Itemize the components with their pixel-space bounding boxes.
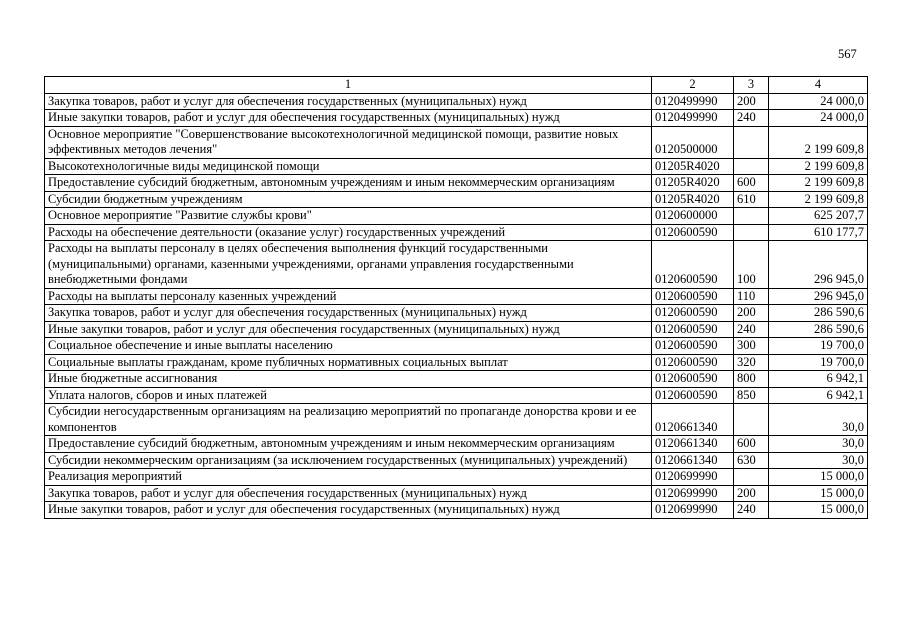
row-sum-cell: 24 000,0 — [769, 110, 868, 127]
row-name-cell: Закупка товаров, работ и услуг для обеспечения государственных (муниципальных) нужд — [45, 93, 652, 110]
row-name-cell: Социальные выплаты гражданам, кроме публичных нормативных социальных выплат — [45, 354, 652, 371]
row-code-cell: 0120600590 — [652, 241, 734, 289]
row-code-cell: 0120661340 — [652, 436, 734, 453]
row-sum-cell: 2 199 609,8 — [769, 191, 868, 208]
row-sum-cell: 610 177,7 — [769, 224, 868, 241]
row-code-cell: 0120699990 — [652, 502, 734, 519]
row-type-cell: 320 — [734, 354, 769, 371]
row-name-cell: Иные бюджетные ассигнования — [45, 371, 652, 388]
page-number: 567 — [838, 47, 857, 61]
row-type-cell: 600 — [734, 175, 769, 192]
row-type-cell: 240 — [734, 110, 769, 127]
row-name-cell: Субсидии некоммерческим организациям (за исключением государственных (муниципальных) учреждений) — [45, 452, 652, 469]
table-row — [45, 469, 868, 486]
row-name-cell: Уплата налогов, сборов и иных платежей — [45, 387, 652, 404]
table-row — [45, 436, 868, 453]
row-sum-cell: 19 700,0 — [769, 338, 868, 355]
row-type-cell: 850 — [734, 387, 769, 404]
row-sum-cell: 30,0 — [769, 404, 868, 436]
table-row — [45, 208, 868, 225]
table-row — [45, 371, 868, 388]
table-row — [45, 485, 868, 502]
row-type-cell — [734, 158, 769, 175]
column-header-name: 1 — [45, 77, 652, 94]
row-type-cell — [734, 126, 769, 158]
row-sum-cell: 30,0 — [769, 452, 868, 469]
table-row — [45, 126, 868, 158]
table-row — [45, 338, 868, 355]
row-type-cell: 800 — [734, 371, 769, 388]
row-type-cell: 200 — [734, 305, 769, 322]
row-name-cell: Иные закупки товаров, работ и услуг для обеспечения государственных (муниципальных) нужд — [45, 502, 652, 519]
row-code-cell: 0120661340 — [652, 452, 734, 469]
table-row — [45, 452, 868, 469]
row-sum-cell: 625 207,7 — [769, 208, 868, 225]
row-type-cell: 200 — [734, 485, 769, 502]
row-name-cell: Предоставление субсидий бюджетным, автономным учреждениям и иным некоммерческим организациям — [45, 175, 652, 192]
row-name-cell: Реализация мероприятий — [45, 469, 652, 486]
row-type-cell: 600 — [734, 436, 769, 453]
row-sum-cell: 24 000,0 — [769, 93, 868, 110]
row-name-cell: Закупка товаров, работ и услуг для обеспечения государственных (муниципальных) нужд — [45, 305, 652, 322]
row-code-cell: 0120499990 — [652, 93, 734, 110]
row-name-cell: Субсидии бюджетным учреждениям — [45, 191, 652, 208]
table-row — [45, 354, 868, 371]
row-sum-cell: 2 199 609,8 — [769, 158, 868, 175]
row-code-cell: 0120699990 — [652, 485, 734, 502]
table-header-row — [45, 77, 868, 94]
row-code-cell: 0120600000 — [652, 208, 734, 225]
row-code-cell: 0120499990 — [652, 110, 734, 127]
row-name-cell: Субсидии негосударственным организациям на реализацию мероприятий по пропаганде донорства крови и ее компонентов — [45, 404, 652, 436]
row-sum-cell: 2 199 609,8 — [769, 126, 868, 158]
row-code-cell: 0120600590 — [652, 321, 734, 338]
row-code-cell: 0120600590 — [652, 224, 734, 241]
row-type-cell: 610 — [734, 191, 769, 208]
row-sum-cell: 15 000,0 — [769, 469, 868, 486]
row-code-cell: 01205R4020 — [652, 191, 734, 208]
table-row — [45, 93, 868, 110]
row-code-cell: 0120600590 — [652, 387, 734, 404]
table-row — [45, 175, 868, 192]
row-sum-cell: 296 945,0 — [769, 241, 868, 289]
table-row — [45, 321, 868, 338]
row-type-cell — [734, 404, 769, 436]
column-header-type: 3 — [734, 77, 769, 94]
row-name-cell: Иные закупки товаров, работ и услуг для обеспечения государственных (муниципальных) нужд — [45, 321, 652, 338]
table-row — [45, 224, 868, 241]
table-row — [45, 288, 868, 305]
row-name-cell: Предоставление субсидий бюджетным, автономным учреждениям и иным некоммерческим организациям — [45, 436, 652, 453]
row-code-cell: 0120600590 — [652, 305, 734, 322]
row-type-cell: 240 — [734, 321, 769, 338]
column-header-code: 2 — [652, 77, 734, 94]
row-sum-cell: 286 590,6 — [769, 305, 868, 322]
table-row — [45, 305, 868, 322]
table-body — [45, 93, 868, 518]
table-row — [45, 158, 868, 175]
row-code-cell: 0120600590 — [652, 338, 734, 355]
row-name-cell: Расходы на обеспечение деятельности (оказание услуг) государственных учреждений — [45, 224, 652, 241]
row-name-cell: Расходы на выплаты персоналу казенных учреждений — [45, 288, 652, 305]
row-type-cell: 100 — [734, 241, 769, 289]
row-name-cell: Социальное обеспечение и иные выплаты населению — [45, 338, 652, 355]
row-sum-cell: 30,0 — [769, 436, 868, 453]
row-sum-cell: 6 942,1 — [769, 387, 868, 404]
column-header-sum: 4 — [769, 77, 868, 94]
row-code-cell: 01205R4020 — [652, 175, 734, 192]
table-row — [45, 404, 868, 436]
row-type-cell: 300 — [734, 338, 769, 355]
row-sum-cell: 6 942,1 — [769, 371, 868, 388]
row-name-cell: Закупка товаров, работ и услуг для обеспечения государственных (муниципальных) нужд — [45, 485, 652, 502]
budget-table — [44, 76, 868, 519]
row-type-cell: 630 — [734, 452, 769, 469]
row-code-cell: 0120600590 — [652, 371, 734, 388]
row-sum-cell: 2 199 609,8 — [769, 175, 868, 192]
row-type-cell — [734, 208, 769, 225]
row-type-cell: 200 — [734, 93, 769, 110]
row-sum-cell: 286 590,6 — [769, 321, 868, 338]
table-row — [45, 387, 868, 404]
row-name-cell: Основное мероприятие "Развитие службы крови" — [45, 208, 652, 225]
row-name-cell: Высокотехнологичные виды медицинской помощи — [45, 158, 652, 175]
row-code-cell: 0120661340 — [652, 404, 734, 436]
row-name-cell: Иные закупки товаров, работ и услуг для обеспечения государственных (муниципальных) нужд — [45, 110, 652, 127]
row-sum-cell: 19 700,0 — [769, 354, 868, 371]
row-code-cell: 0120600590 — [652, 288, 734, 305]
row-type-cell: 240 — [734, 502, 769, 519]
row-code-cell: 01205R4020 — [652, 158, 734, 175]
row-code-cell: 0120500000 — [652, 126, 734, 158]
row-name-cell: Расходы на выплаты персоналу в целях обеспечения выполнения функций государственными (муниципальными) органами, казенными учреждениями, органами управления государственными внебюджетными фондами — [45, 241, 652, 289]
row-type-cell: 110 — [734, 288, 769, 305]
row-type-cell — [734, 224, 769, 241]
row-code-cell: 0120600590 — [652, 354, 734, 371]
table-row — [45, 191, 868, 208]
table-row — [45, 110, 868, 127]
row-code-cell: 0120699990 — [652, 469, 734, 486]
table-row — [45, 241, 868, 289]
row-name-cell: Основное мероприятие "Совершенствование высокотехнологичной медицинской помощи, развитие новых эффективных методов лечения" — [45, 126, 652, 158]
table-row — [45, 502, 868, 519]
row-sum-cell: 15 000,0 — [769, 502, 868, 519]
row-type-cell — [734, 469, 769, 486]
row-sum-cell: 15 000,0 — [769, 485, 868, 502]
row-sum-cell: 296 945,0 — [769, 288, 868, 305]
